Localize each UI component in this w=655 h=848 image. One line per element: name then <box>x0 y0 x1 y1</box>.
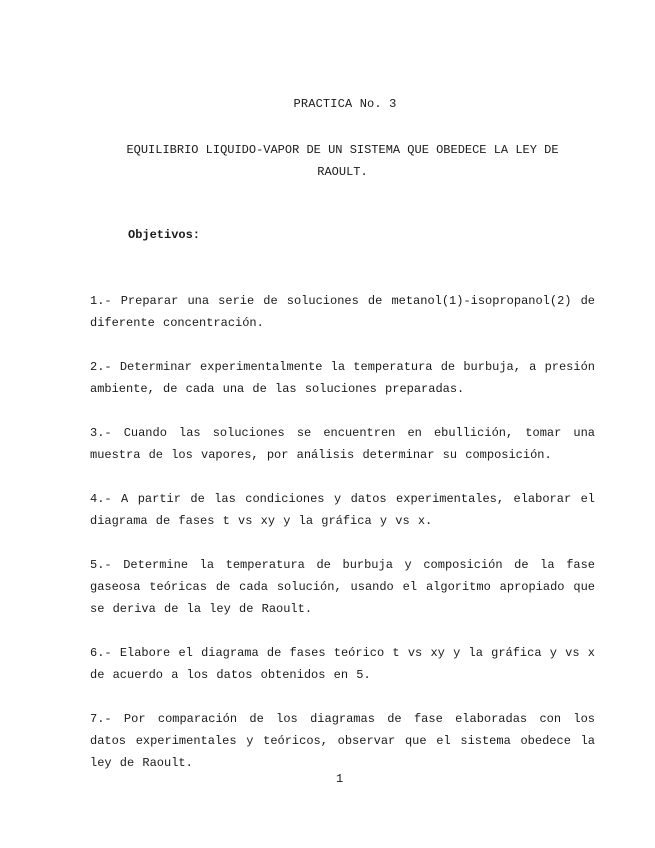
objective-item-7: 7.- Por comparación de los diagramas de fase elaboradas con los datos experimentales y teóricos, observar que el sistema obedece la ley de Raoult. <box>90 712 595 770</box>
practice-subtitle: EQUILIBRIO LIQUIDO-VAPOR DE UN SISTEMA QUE OBEDECE LA LEY DE RAOULT. <box>126 143 559 179</box>
objective-item-5: 5.- Determine la temperatura de burbuja y composición de la fase gaseosa teóricas de cada solución, usando el algoritmo apropiado que se deriva de la ley de Raoult. <box>90 558 595 616</box>
objective-item-6: 6.- Elabore el diagrama de fases teórico t vs xy y la gráfica y vs x de acuerdo a los datos obtenidos en 5. <box>90 646 595 682</box>
objective-item-4: 4.- A partir de las condiciones y datos experimentales, elaborar el diagrama de fases t vs xy y la gráfica y vs x. <box>90 492 595 528</box>
objectives-list <box>90 290 595 774</box>
objectives-heading: Objetivos: <box>128 228 201 242</box>
objective-item-3: 3.- Cuando las soluciones se encuentren en ebullición, tomar una muestra de los vapores, por análisis determinar su composición. <box>90 426 595 462</box>
practice-title: PRACTICA No. 3 <box>293 97 397 111</box>
objective-item-1: 1.- Preparar una serie de soluciones de metanol(1)-isopropanol(2) de diferente concentración. <box>90 294 595 330</box>
page-number: 1 <box>336 772 344 786</box>
objective-item-2: 2.- Determinar experimentalmente la temperatura de burbuja, a presión ambiente, de cada una de las soluciones preparadas. <box>90 360 595 396</box>
